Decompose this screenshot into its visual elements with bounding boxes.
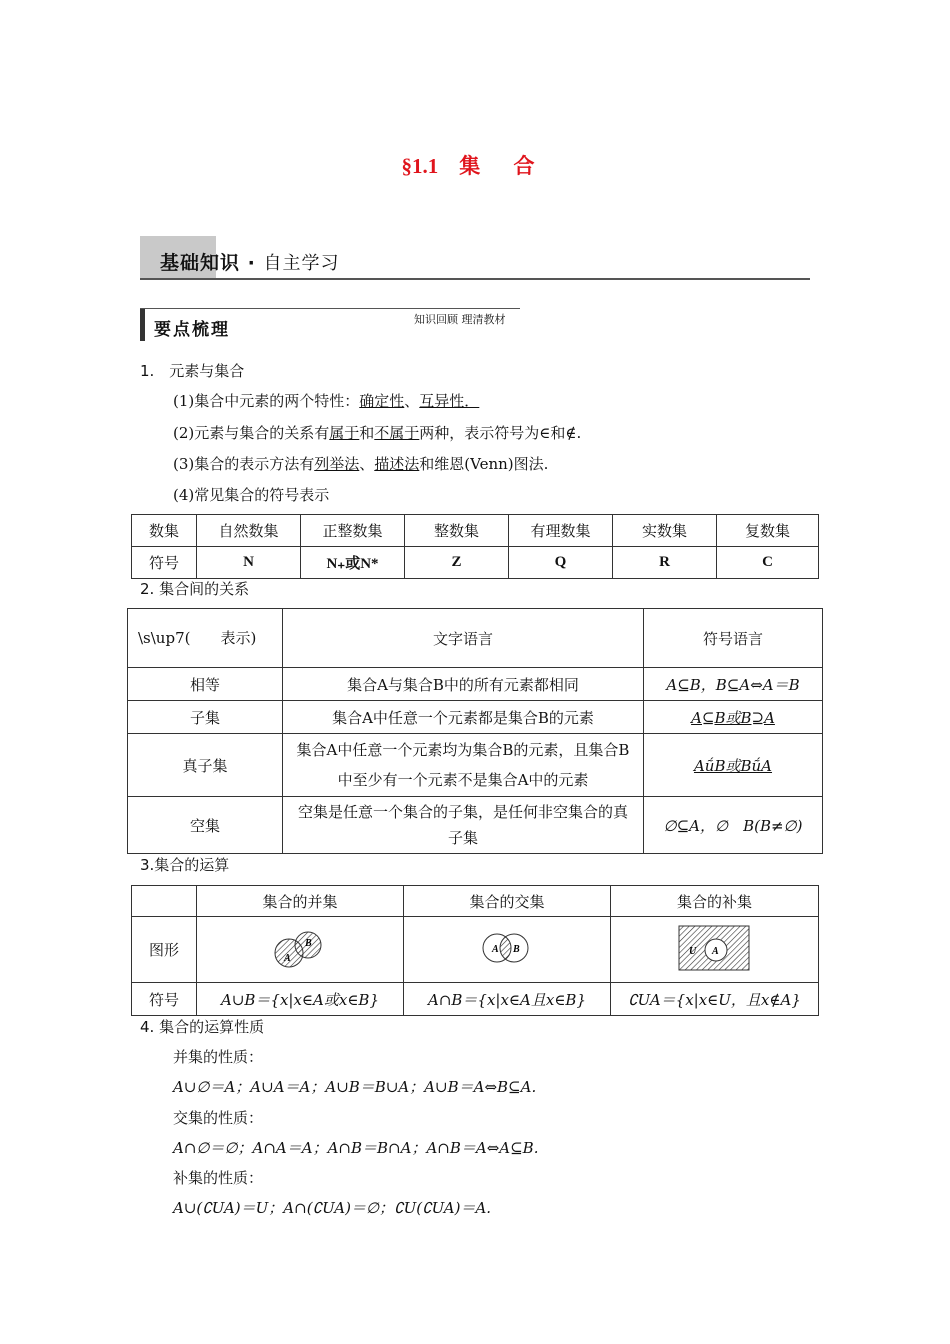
text-cell: 空集是任意一个集合的子集，是任何非空集合的真子集: [283, 797, 644, 854]
header-cell: 数集: [132, 515, 197, 547]
empty-cell: [132, 886, 197, 917]
union-venn-diagram: [260, 923, 340, 973]
complement-venn-diagram: [675, 923, 755, 973]
banner-dot: ·: [240, 252, 264, 274]
label-u: U: [688, 945, 696, 957]
corner-cell: \s\up7( 表示): [128, 609, 283, 668]
section-title: 要点梳理: [154, 320, 230, 340]
row-label: 空集: [128, 797, 283, 854]
symbol-cell: R: [613, 547, 717, 579]
s1-line3: [173, 453, 548, 474]
symbol-cell: Q: [509, 547, 613, 579]
symbol-cell: A∪B＝{x|x∈A或x∈B}: [197, 983, 404, 1016]
header-cell: 整数集: [405, 515, 509, 547]
s1-line1-pre: (1)集合中元素的两个特性：: [173, 392, 360, 410]
row-label: 图形: [132, 917, 197, 983]
s1-line3-post: 和维恩(Venn)图法.: [419, 455, 549, 473]
text-cell: 集合A与集合B中的所有元素都相同: [283, 668, 644, 701]
header-cell: 正整数集: [301, 515, 405, 547]
symbol-cell: C: [717, 547, 819, 579]
s1-line2-post: 两种，表示符号为∈和∉.: [419, 424, 582, 442]
label-a: A: [711, 945, 719, 957]
label-b: B: [513, 943, 520, 955]
comp-props: A∪(∁UA)＝U；A∩(∁UA)＝∅；∁U(∁UA)＝A.: [173, 1199, 492, 1217]
relation-table: [127, 608, 823, 854]
section-rule: [140, 308, 520, 309]
symbol-cell: AṹB或BṹA: [644, 734, 823, 797]
s1-line2-mid: 和: [359, 424, 375, 442]
s1-line1-a: 确定性: [359, 392, 405, 410]
text-cell: 集合A中任意一个元素均为集合B的元素，且集合B中至少有一个元素不是集合A中的元素: [283, 734, 644, 797]
s1-line2: [173, 422, 581, 443]
intersection-venn-cell: [404, 917, 611, 983]
title-number: §1.1: [401, 154, 439, 178]
union-title: 并集的性质：: [173, 1048, 264, 1066]
row-label: 真子集: [128, 734, 283, 797]
banner-main: 基础知识: [160, 252, 241, 274]
inter-title: 交集的性质：: [173, 1109, 264, 1127]
header-cell: 复数集: [717, 515, 819, 547]
symbol-cell: ∅⊆A，∅ B(B≠∅): [644, 797, 823, 854]
number-set-table: [131, 514, 819, 579]
s1-line3-a: 列举法: [314, 455, 360, 473]
symbol-cell: A∩B＝{x|x∈A且x∈B}: [404, 983, 611, 1016]
s1-line3-pre: (3)集合的表示方法有: [173, 455, 315, 473]
header-cell: 文字语言: [283, 609, 644, 668]
header-cell: 实数集: [613, 515, 717, 547]
operation-table: [131, 885, 819, 1016]
row-label: 子集: [128, 701, 283, 734]
page-title: [0, 150, 950, 180]
s1-heading: 1. 元素与集合: [140, 362, 245, 380]
s1-line2-b: 不属于: [374, 424, 420, 442]
banner-rule: [140, 278, 810, 280]
s1-line1: [173, 390, 479, 411]
symbol-cell: ∁UA＝{x|x∈U，且x∉A}: [611, 983, 819, 1016]
s1-line3-sep: 、: [359, 455, 375, 473]
title-text: 集 合: [459, 154, 549, 178]
row-label: 符号: [132, 983, 197, 1016]
row-label: 符号: [132, 547, 197, 579]
union-venn-cell: [197, 917, 404, 983]
s1-line1-sep: 、: [404, 392, 420, 410]
symbol-cell: A⊆B，B⊆A⇔A＝B: [644, 668, 823, 701]
label-b: B: [305, 937, 312, 949]
symbol-cell: N: [197, 547, 301, 579]
row-label: 相等: [128, 668, 283, 701]
comp-title: 补集的性质：: [173, 1169, 264, 1187]
intersection-venn-diagram: [467, 923, 547, 973]
symbol-cell: Z: [405, 547, 509, 579]
label-a: A: [284, 952, 291, 964]
symbol-cell: N₊或N*: [301, 547, 405, 579]
s1-line4: (4)常见集合的符号表示: [173, 486, 330, 504]
header-cell: 集合的并集: [197, 886, 404, 917]
label-a: A: [492, 943, 499, 955]
symbol-cell: A⊆B或B⊇A: [644, 701, 823, 734]
header-cell: 集合的交集: [404, 886, 611, 917]
s4-heading: 4. 集合的运算性质: [140, 1018, 265, 1036]
inter-props: A∩∅＝∅；A∩A＝A；A∩B＝B∩A；A∩B＝A⇔A⊆B.: [173, 1139, 539, 1157]
s1-line2-pre: (2)元素与集合的关系有: [173, 424, 330, 442]
header-cell: 有理数集: [509, 515, 613, 547]
banner: [160, 248, 339, 275]
complement-venn-cell: [611, 917, 819, 983]
s1-line1-b: 互异性．: [419, 392, 480, 410]
header-cell: 集合的补集: [611, 886, 819, 917]
s3-heading: 3.集合的运算: [140, 856, 230, 874]
banner-sub: 自主学习: [263, 253, 340, 274]
s2-heading: 2. 集合间的关系: [140, 580, 250, 598]
union-props: A∪∅＝A；A∪A＝A；A∪B＝B∪A；A∪B＝A⇔B⊆A.: [173, 1078, 537, 1096]
s1-line2-a: 属于: [329, 424, 360, 442]
section-bar: [140, 309, 145, 341]
text-cell: 集合A中任意一个元素都是集合B的元素: [283, 701, 644, 734]
header-cell: 自然数集: [197, 515, 301, 547]
header-cell: 符号语言: [644, 609, 823, 668]
s1-line3-b: 描述法: [374, 455, 420, 473]
section-subtitle: 知识回顾 理清教材: [414, 313, 506, 326]
